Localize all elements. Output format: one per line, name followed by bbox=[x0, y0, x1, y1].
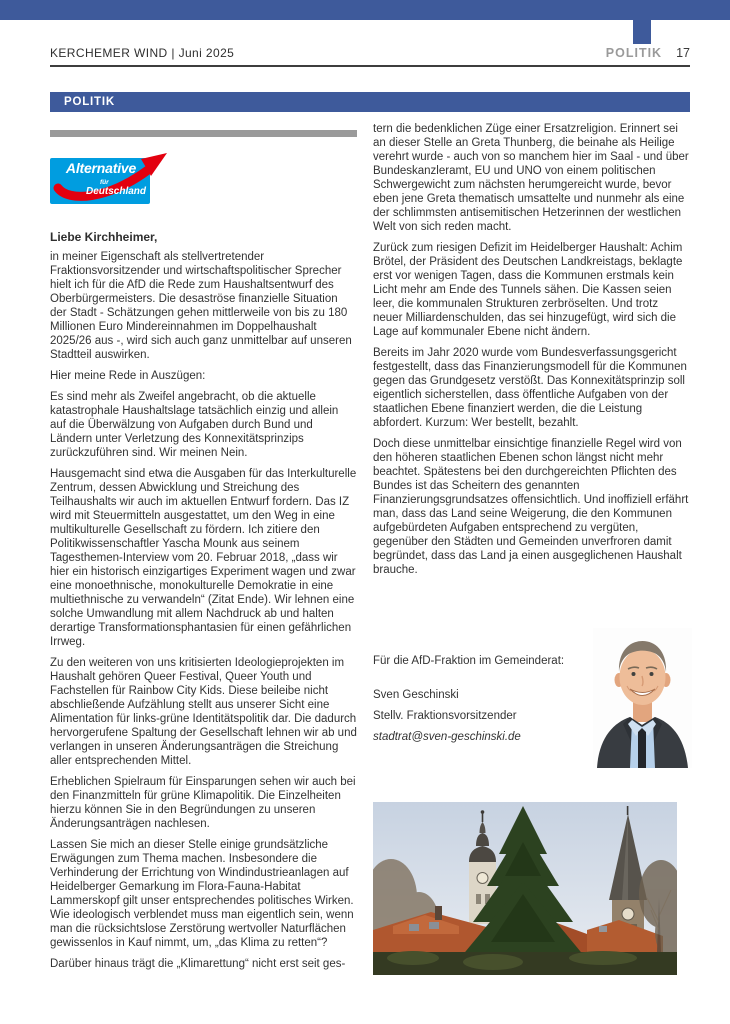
article-paragraph: tern die bedenklichen Züge einer Ersatzreligion. Erinnert sei an dieser Stelle an Greta Thunberg, die beinahe als Heilige verehrt wurde - auch von so manchem hier im Saal - und über Bundeskanzleramt, EU und UNO von einem politischen Schwergewicht zum nächsten herumgereicht wurde, bevor eben jene Greta thematisch umsattelte und nunmehr als eine der schlimmsten antisemitischen Hetzerinnen der westlichen Welt von sich reden macht. bbox=[373, 123, 689, 233]
article-paragraph: Darüber hinaus trägt die „Klimarettung“ nicht erst seit ges- bbox=[50, 958, 346, 970]
article-salutation: Liebe Kirchheimer, bbox=[50, 230, 158, 244]
article-body-right bbox=[373, 122, 690, 577]
article-paragraph: in meiner Eigenschaft als stellvertretender Fraktionsvorsitzender und wirtschaftspolitischer Sprecher hielt ich für die AfD die Rede zum Haushaltsentwurf des Oberbürgermeisters. Die desaströse finanzielle Situation der Stadt - Schätzungen gehen mittlerweile von bis zu 180 Millionen Euro Mindereinnahmen im Doppelhaushalt 2025/26 aus -, wird sich auch ganz unmittelbar auf unseren Stadtteil auswirken. bbox=[50, 251, 352, 361]
masthead-right bbox=[606, 46, 690, 60]
column-divider-bar bbox=[50, 130, 357, 137]
article-paragraph: Zurück zum riesigen Defizit im Heidelberger Haushalt: Achim Brötel, der Präsident des Deutschen Landkreistags, beklagte erst vor wenigen Tagen, dass die Kommunen erstmals kein Licht mehr am Ende des Tunnels sähen. Die Kassen seien leer, die kommunalen Strukturen zerbröselten. Und trotz neuer Milliardenschulden, das sei hinzugefügt, wird sich die Lage auf kommunaler Ebene nicht ändern. bbox=[373, 242, 683, 338]
article-body-left bbox=[50, 250, 357, 971]
masthead-rule bbox=[50, 65, 690, 67]
page-top-accent-tab bbox=[633, 20, 651, 44]
section-header-bar bbox=[50, 92, 690, 112]
afd-logo-word-deutschland: Deutschland bbox=[86, 186, 147, 197]
article-paragraph: Hausgemacht sind etwa die Ausgaben für das Interkulturelle Zentrum, dessen Abwicklung und Streichung des Teilhaushalts wir auch im aktuellen Entwurf fordern. Das IZ wird mit Steuermitteln ausgestattet, um den Weg in eine multikulturelle Gesellschaft zu fördern. Ich zitiere den Politikwissenschaftler Yascha Mounk aus seinem Tagesthemen-Interview vom 20. Februar 2018, „dass wir hier ein historisch einzigartiges Experiment wagen und zwar eine monoethnische, monokulturelle Demokratie in eine multiethnische zu verwandeln“ (Zitat Ende). Wir lehnen eine solche Umwandlung mit allem Nachdruck ab und halten derartige Transformationsphantasien für einen gefährlichen Irrweg. bbox=[50, 468, 357, 648]
article-column-right bbox=[373, 122, 690, 584]
village-photo bbox=[373, 802, 677, 975]
author-block bbox=[373, 628, 690, 778]
section-header-label: POLITIK bbox=[64, 96, 115, 108]
article-paragraph: Zu den weiteren von uns kritisierten Ideologieprojekten im Haushalt gehören Queer Festival, Queer Youth und Fachstellen für Rainbow City Kids. Diese beileibe nicht abschließende Aufzählung stellt aus unserer Sicht eine Alimentation für links-grüne Identitätspolitik dar. Die dadurch hervorgerufene Spaltung der Gesellschaft lehnen wir ab und verlangen in unseren Änderungsanträgen die Streichung aller entsprechenden Mittel. bbox=[50, 657, 357, 767]
article-column-left bbox=[50, 130, 357, 978]
article-paragraph: Lassen Sie mich an dieser Stelle einige grundsätzliche Erwägungen zum Thema machen. Insbesondere die Verhinderung der Errichtung von Windindustrieanlagen auf Heidelberger Gemarkung im Flora-Fauna-Habitat Lammerskopf gilt unser entsprechendes politisches Wirken. Wie ideologisch verblendet muss man eigentlich sein, wenn man die rücksichtslose Zerstörung wertvoller Naturflächen gewissenlos in Kauf nimmt, um, „das Klima zu retten“? bbox=[50, 839, 354, 949]
afd-logo-word-fuer: für bbox=[100, 179, 109, 186]
afd-logo-word-alternative: Alternative bbox=[65, 160, 137, 176]
page-top-accent-bar bbox=[0, 0, 730, 20]
author-email: stadtrat@sven-geschinski.de bbox=[373, 731, 521, 743]
author-title: Stellv. Fraktionsvorsitzender bbox=[373, 710, 517, 722]
article-paragraph: Hier meine Rede in Auszügen: bbox=[50, 370, 206, 382]
publication-title: KERCHEMER WIND | Juni 2025 bbox=[50, 46, 235, 60]
running-section-label: POLITIK bbox=[605, 46, 663, 60]
article-paragraph: Es sind mehr als Zweifel angebracht, ob die aktuelle katastrophale Haushaltslage tatsächlich einzig und allein auf die Überwälzung von Aufgaben durch Bund und Ländern unter Verletzung des Konnexitätsprinzips zurückzuführen sind. Wir meinen Nein. bbox=[50, 391, 339, 459]
author-lead-in: Für die AfD-Fraktion im Gemeinderat: bbox=[373, 655, 565, 667]
article-paragraph: Erheblichen Spielraum für Einsparungen sehen wir auch bei den Finanzmitteln für grüne Klimapolitik. Die Einzelheiten hierzu können Sie in den Begründungen zu unseren Änderungsanträgen nachlesen. bbox=[50, 776, 356, 830]
author-portrait-photo bbox=[593, 628, 692, 768]
afd-party-logo bbox=[50, 144, 170, 206]
page-number: 17 bbox=[676, 46, 690, 60]
article-paragraph: Bereits im Jahr 2020 wurde vom Bundesverfassungsgericht festgestellt, dass das Finanzierungsmodell für die Kommunen gegen das Grundgesetz verstößt. Das Konnexitätsprinzip soll eigentlich sicherstellen, dass öffentliche Aufgaben von der staatlichen Ebene finanziert werden, die die Leistung abfordert. Kurzum: Wer bestellt, bezahlt. bbox=[373, 347, 687, 429]
author-name: Sven Geschinski bbox=[373, 689, 459, 701]
article-paragraph: Doch diese unmittelbar einsichtige finanzielle Regel wird von den höheren staatlichen Ebenen schon längst nicht mehr beachtet. Spätestens bei den durchgereichten Pflichten des Bundes ist das Scheitern des genannten Finanzierungsgrundsatzes offensichtlich. Und inoffiziell erfährt man, dass das Land seine Weigerung, die den Kommunen aufgebürdeten Aufgaben entsprechend zu vergüten, gegenüber den Städten und Gemeinden unverfroren damit begründet, dass das Land ja einen ausgeglichenen Haushalt brauche. bbox=[373, 438, 689, 576]
